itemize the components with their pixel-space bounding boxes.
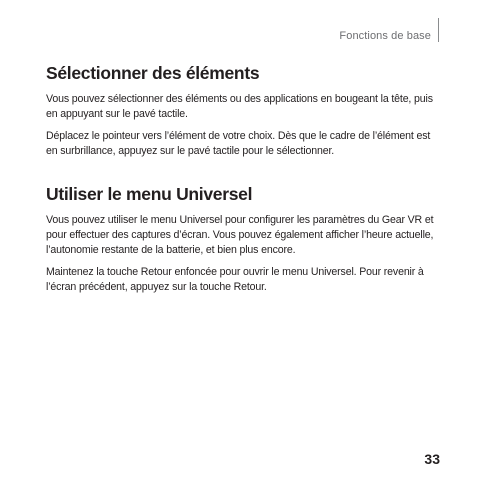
paragraph: Déplacez le pointeur vers l’élément de votre choix. Dès que le cadre de l’élément est en surbrillance, appuyez sur le pavé tactile pour le sélectionner. xyxy=(46,130,431,157)
section-title: Utiliser le menu Universel xyxy=(46,184,253,204)
section-title: Sélectionner des éléments xyxy=(46,63,260,83)
section-select-items xyxy=(46,62,444,159)
paragraph: Maintenez la touche Retour enfoncée pour ouvrir le menu Universel. Pour revenir à l’écran précédent, appuyez sur la touche Retour. xyxy=(46,266,424,293)
paragraph: Vous pouvez sélectionner des éléments ou des applications en bougeant la tête, puis en appuyant sur le pavé tactile. xyxy=(46,93,433,120)
page-content xyxy=(46,62,444,302)
paragraph: Vous pouvez utiliser le menu Universel pour configurer les paramètres du Gear VR et pour effectuer des captures d’écran. Vous pouvez également afficher l’heure actuelle, l’autonomie restante de la batterie, et bien plus encore. xyxy=(46,214,434,256)
page-number: 33 xyxy=(424,451,440,467)
section-universal-menu xyxy=(46,183,444,295)
header-divider xyxy=(438,18,439,42)
running-header: Fonctions de base xyxy=(339,30,431,42)
